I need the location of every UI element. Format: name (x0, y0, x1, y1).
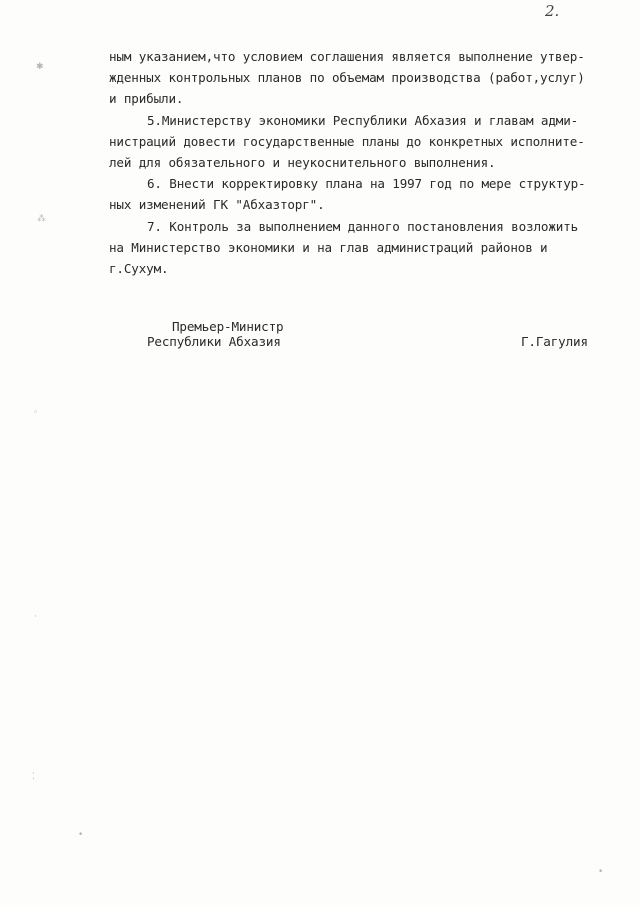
body-line: и прибыли. (109, 91, 184, 106)
scan-speck-icon: · (34, 612, 37, 622)
scan-speck-icon: • (598, 867, 604, 877)
scan-speck-icon: ⁂ (37, 214, 46, 224)
scan-speck-icon: ◦ (33, 408, 39, 418)
signature-title-line1: Премьер-Министр (172, 319, 284, 334)
body-line: ных изменений ГК "Абхазторг". (109, 197, 325, 212)
signature-name: Г.Гагулия (521, 334, 588, 349)
body-line: 7. Контроль за выполнением данного постановления возложить (147, 219, 579, 234)
scan-speck-icon: • (78, 830, 84, 840)
body-line: 6. Внести корректировку плана на 1997 год по мере структур- (147, 176, 586, 191)
page-number: 2. (545, 2, 560, 20)
body-line: на Министерство экономики и на глав администраций районов и (109, 240, 548, 255)
body-line: 5.Министерству экономики Республики Абхазия и главам адми- (147, 113, 579, 128)
body-line: г.Сухум. (109, 261, 169, 276)
scan-speck-icon: ⁚ (32, 772, 35, 782)
body-line: жденных контрольных планов по объемам производства (работ,услуг) (109, 70, 585, 85)
signature-title-line2: Республики Абхазия (147, 334, 281, 349)
scan-speck-icon: ✱ (36, 62, 44, 72)
body-line: лей для обязательного и неукоснительного выполнения. (109, 155, 496, 170)
body-line: ным указанием,что условием соглашения является выполнение утвер- (109, 49, 585, 64)
body-line: нистраций довести государственные планы до конкретных исполните- (109, 134, 585, 149)
